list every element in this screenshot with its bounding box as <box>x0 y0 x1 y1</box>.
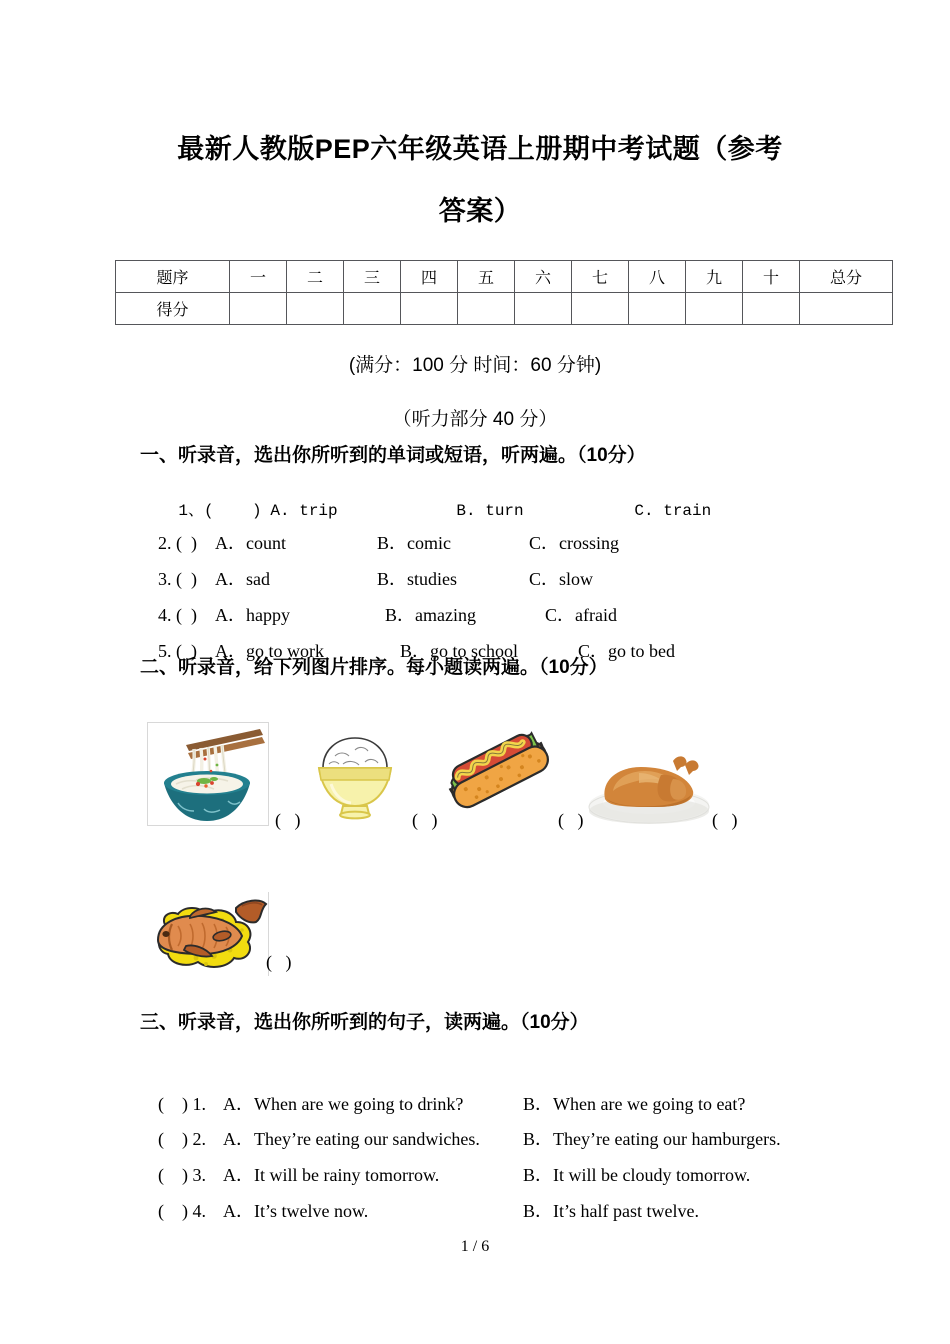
col-header-9: 九 <box>686 261 743 293</box>
q1-blank[interactable]: 1、( ) <box>178 502 262 520</box>
hot-dog-wrapper <box>437 713 555 821</box>
q4-blank[interactable]: 4. ( ) <box>158 605 197 625</box>
title-line-1: 最新人教版PEP六年级英语上册期中考试题（参考 <box>177 134 783 164</box>
chicken-answer-blank[interactable]: ( ) <box>712 810 738 830</box>
s3-q1-option-b[interactable]: B．When are we going to eat? <box>523 1094 746 1114</box>
q5-option-c[interactable]: C．go to bed <box>578 641 675 661</box>
roast-chicken-icon <box>585 745 713 827</box>
score-cell-8[interactable] <box>629 293 686 325</box>
q3-option-b[interactable]: B．studies <box>377 569 458 589</box>
s3-q1-option-a[interactable]: A．When are we going to drink? <box>223 1094 464 1114</box>
q4-option-c[interactable]: C．afraid <box>545 605 617 625</box>
section-one-heading: 一、听录音，选出你所听到的单词或短语，听两遍。（10分） <box>140 445 646 466</box>
q3-option-a[interactable]: A．sad <box>215 569 270 589</box>
q1-option-b[interactable]: B. turn <box>456 502 524 520</box>
col-header-2: 二 <box>287 261 344 293</box>
fried-fish-icon <box>150 896 275 976</box>
noodles-bowl-icon <box>148 723 268 825</box>
score-cell-2[interactable] <box>287 293 344 325</box>
section-two-heading: 二、听录音，给下列图片排序。每小题读两遍。（10分） <box>140 657 608 678</box>
q3-blank[interactable]: 3. ( ) <box>158 569 197 589</box>
page-title <box>130 118 830 242</box>
score-cell-4[interactable] <box>401 293 458 325</box>
hot-dog-icon <box>437 713 555 821</box>
roast-chicken-wrapper <box>585 745 713 827</box>
q2-option-b[interactable]: B．comic <box>377 533 451 553</box>
q1-option-a[interactable]: A. trip <box>270 502 338 520</box>
section-three-heading: 三、听录音，选出你所听到的句子，读两遍。（10分） <box>140 1012 589 1033</box>
rice-bowl-wrapper <box>305 724 405 824</box>
score-table <box>115 260 893 325</box>
fish-answer-blank[interactable]: ( ) <box>266 952 292 972</box>
q2-blank[interactable]: 2. ( ) <box>158 533 197 553</box>
col-header-3: 三 <box>344 261 401 293</box>
noodles-frame <box>147 722 269 826</box>
score-cell-7[interactable] <box>572 293 629 325</box>
q5-option-a[interactable]: A．go to work <box>215 641 324 661</box>
col-header-8: 八 <box>629 261 686 293</box>
page-footer: 1 / 6 <box>460 1238 490 1255</box>
title-line-2: 答案） <box>438 196 522 226</box>
s3-q1-blank[interactable]: ( ) 1. <box>158 1094 206 1114</box>
row-label-score: 得分 <box>116 293 230 325</box>
col-header-4: 四 <box>401 261 458 293</box>
q2-option-c[interactable]: C．crossing <box>529 533 619 553</box>
score-cell-5[interactable] <box>458 293 515 325</box>
col-header-10: 十 <box>743 261 800 293</box>
fried-fish-wrapper <box>150 896 275 976</box>
s3-q3-option-b[interactable]: B．It will be cloudy tomorrow. <box>523 1165 751 1185</box>
q5-blank[interactable]: 5. ( ) <box>158 641 197 661</box>
s3-q4-option-a[interactable]: A．It’s twelve now. <box>223 1201 369 1221</box>
full-marks-line: (满分：100 分 时间：60 分钟) <box>348 355 602 376</box>
score-cell-10[interactable] <box>743 293 800 325</box>
hotdog-answer-blank[interactable]: ( ) <box>558 810 584 830</box>
q2-option-a[interactable]: A．count <box>215 533 286 553</box>
noodles-answer-blank[interactable]: ( ) <box>275 810 301 830</box>
q4-option-a[interactable]: A．happy <box>215 605 290 625</box>
score-cell-1[interactable] <box>230 293 287 325</box>
col-header-1: 一 <box>230 261 287 293</box>
table-row-header <box>116 261 893 293</box>
score-cell-3[interactable] <box>344 293 401 325</box>
s3-q2-blank[interactable]: ( ) 2. <box>158 1129 206 1149</box>
s3-q4-blank[interactable]: ( ) 4. <box>158 1201 206 1221</box>
s3-q3-blank[interactable]: ( ) 3. <box>158 1165 206 1185</box>
score-cell-9[interactable] <box>686 293 743 325</box>
s3-q2-option-b[interactable]: B．They’re eating our hamburgers. <box>523 1129 781 1149</box>
q4-option-b[interactable]: B．amazing <box>385 605 476 625</box>
q3-option-c[interactable]: C．slow <box>529 569 594 589</box>
score-cell-total[interactable] <box>800 293 893 325</box>
rice-bowl-icon <box>305 724 405 824</box>
table-row-score <box>116 293 893 325</box>
col-header-6: 六 <box>515 261 572 293</box>
listening-part-line: （听力部分 40 分） <box>392 409 558 430</box>
row-label-question-order: 题序 <box>116 261 230 293</box>
s3-q4-option-b[interactable]: B．It’s half past twelve. <box>523 1201 699 1221</box>
q5-option-b[interactable]: B．go to school <box>400 641 519 661</box>
col-header-total: 总分 <box>800 261 893 293</box>
score-cell-6[interactable] <box>515 293 572 325</box>
q1-option-c[interactable]: C. train <box>634 502 712 520</box>
s3-q3-option-a[interactable]: A．It will be rainy tomorrow. <box>223 1165 440 1185</box>
section-three-question-4 <box>140 1176 699 1244</box>
rice-answer-blank[interactable]: ( ) <box>412 810 438 830</box>
col-header-5: 五 <box>458 261 515 293</box>
col-header-7: 七 <box>572 261 629 293</box>
s3-q2-option-a[interactable]: A．They’re eating our sandwiches. <box>223 1129 480 1149</box>
